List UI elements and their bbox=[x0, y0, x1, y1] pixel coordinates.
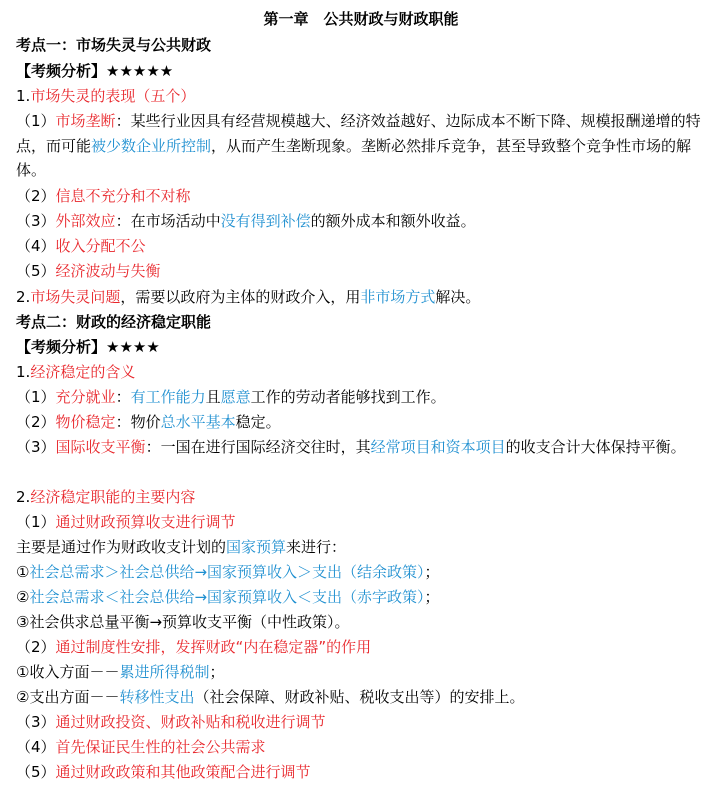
case-mark: ① bbox=[16, 563, 30, 581]
item-term: 收入分配不公 bbox=[55, 237, 146, 255]
item-text: ：一国在进行国际经济交往时，其 bbox=[145, 438, 371, 456]
section-number: 2. bbox=[16, 488, 31, 506]
section-highlight: 非市场方式 bbox=[360, 288, 436, 306]
item-text: ： bbox=[115, 388, 131, 406]
item-number: （3） bbox=[16, 438, 56, 456]
kp1-heading: 考点一：市场失灵与公共财政 bbox=[16, 36, 212, 54]
item-text: 的收支合计大体保持平衡。 bbox=[505, 438, 686, 456]
kp2-case-3: ③社会供求总量平衡→预算收支平衡（中性政策）。 bbox=[16, 613, 350, 631]
item-term: 国际收支平衡 bbox=[55, 438, 146, 456]
item-text: （社会保障、财政补贴、税收支出等）的安排上。 bbox=[194, 688, 525, 706]
item-highlight: 有工作能力 bbox=[130, 388, 206, 406]
case-end: ； bbox=[424, 563, 440, 581]
kp2-sub-4 bbox=[16, 735, 704, 760]
item-text: ②支出方面－－ bbox=[16, 688, 120, 706]
kp2-section-2 bbox=[16, 485, 704, 510]
case-end: ； bbox=[424, 588, 440, 606]
item-number: （4） bbox=[16, 738, 56, 756]
item-highlight: 没有得到补偿 bbox=[220, 212, 311, 230]
item-number: （1） bbox=[16, 513, 56, 531]
item-highlight: 愿意 bbox=[220, 388, 251, 406]
item-number: （4） bbox=[16, 237, 56, 255]
kp2-frequency: 【考频分析】★★★★ bbox=[16, 338, 160, 356]
section-number: 2. bbox=[16, 288, 31, 306]
section-title: 经济稳定职能的主要内容 bbox=[30, 488, 196, 506]
item-text: 的额外成本和额外收益。 bbox=[310, 212, 476, 230]
item-title: 通过制度性安排，发挥财政“内在稳定器”的作用 bbox=[55, 638, 372, 656]
item-term: 外部效应 bbox=[55, 212, 116, 230]
item-number: （2） bbox=[16, 638, 56, 656]
item-title: 通过财政政策和其他政策配合进行调节 bbox=[55, 763, 311, 781]
item-number: （3） bbox=[16, 212, 56, 230]
item-highlight: 累进所得税制 bbox=[119, 663, 210, 681]
kp2-case-1 bbox=[16, 560, 704, 585]
case-text: 社会总需求＞社会总供给→国家预算收入＞支出（结余政策） bbox=[29, 563, 425, 581]
item-text: ，从而产生垄断现象。垄断必然排斥竞争，甚至导致整个竞争性市场的解体。 bbox=[16, 136, 692, 180]
case-mark: ② bbox=[16, 588, 30, 606]
item-term: 经济波动与失衡 bbox=[55, 262, 161, 280]
item-term: 市场垄断 bbox=[55, 112, 116, 130]
item-term: 充分就业 bbox=[55, 388, 116, 406]
kp1-item-2 bbox=[16, 184, 704, 209]
section-term: 市场失灵问题 bbox=[30, 288, 121, 306]
case-text: 社会总需求＜社会总供给→国家预算收入＜支出（赤字政策） bbox=[29, 588, 425, 606]
item-text: 主要是通过作为财政收支计划的 bbox=[16, 538, 227, 556]
item-number: （2） bbox=[16, 413, 56, 431]
chapter-title: 第一章 公共财政与财政职能 bbox=[263, 10, 459, 28]
item-text: 稳定。 bbox=[235, 413, 281, 431]
kp1-section-1 bbox=[16, 84, 704, 109]
kp2-sub-2-income bbox=[16, 660, 704, 685]
item-text: ：物价 bbox=[115, 413, 161, 431]
item-term: 物价稳定 bbox=[55, 413, 116, 431]
kp1-item-5 bbox=[16, 259, 704, 284]
kp1-section-2 bbox=[16, 285, 704, 310]
item-text: 工作的劳动者能够找到工作。 bbox=[250, 388, 446, 406]
item-number: （5） bbox=[16, 262, 56, 280]
item-text: ：某些行业因具有经营规模越大、经济效益越好、边际成本不断下降、规模报酬递增的特点，而可能 bbox=[16, 112, 701, 155]
kp2-heading: 考点二：财政的经济稳定职能 bbox=[16, 313, 212, 331]
section-text: 解决。 bbox=[435, 288, 481, 306]
item-highlight: 转移性支出 bbox=[119, 688, 195, 706]
item-highlight: 经常项目和资本项目 bbox=[370, 438, 506, 456]
item-text: ； bbox=[209, 663, 225, 681]
item-number: （1） bbox=[16, 112, 56, 130]
item-text: 来进行： bbox=[286, 538, 347, 556]
kp1-item-3 bbox=[16, 209, 704, 234]
section-number: 1. bbox=[16, 87, 31, 105]
item-number: （5） bbox=[16, 763, 56, 781]
item-title: 通过财政预算收支进行调节 bbox=[55, 513, 236, 531]
section-text: ，需要以政府为主体的财政介入，用 bbox=[120, 288, 361, 306]
item-number: （1） bbox=[16, 388, 56, 406]
section-title: 市场失灵的表现（五个） bbox=[30, 87, 196, 105]
item-number: （3） bbox=[16, 713, 56, 731]
item-highlight: 国家预算 bbox=[226, 538, 287, 556]
kp1-item-1 bbox=[16, 109, 704, 183]
section-number: 1. bbox=[16, 363, 31, 381]
kp2-sub-1 bbox=[16, 510, 704, 535]
kp2-item-1 bbox=[16, 385, 704, 410]
kp2-sub-1-desc bbox=[16, 535, 704, 560]
kp2-case-2 bbox=[16, 585, 704, 610]
kp2-item-2 bbox=[16, 410, 704, 435]
kp2-section-1 bbox=[16, 360, 704, 385]
item-text: ①收入方面－－ bbox=[16, 663, 120, 681]
kp2-sub-2-expense bbox=[16, 685, 704, 710]
kp1-frequency: 【考频分析】★★★★★ bbox=[16, 62, 174, 80]
item-term: 信息不充分和不对称 bbox=[55, 187, 191, 205]
item-title: 通过财政投资、财政补贴和税收进行调节 bbox=[55, 713, 326, 731]
kp2-sub-5 bbox=[16, 760, 704, 785]
section-title: 经济稳定的含义 bbox=[30, 363, 136, 381]
kp2-item-3 bbox=[16, 435, 704, 460]
item-highlight: 总水平基本 bbox=[160, 413, 236, 431]
kp1-item-4 bbox=[16, 234, 704, 259]
item-number: （2） bbox=[16, 187, 56, 205]
kp2-sub-2 bbox=[16, 635, 704, 660]
kp2-sub-3 bbox=[16, 710, 704, 735]
item-text: ：在市场活动中 bbox=[115, 212, 221, 230]
item-title: 首先保证民生性的社会公共需求 bbox=[55, 738, 266, 756]
item-text: 且 bbox=[205, 388, 221, 406]
item-highlight: 被少数企业所控制 bbox=[91, 136, 212, 155]
